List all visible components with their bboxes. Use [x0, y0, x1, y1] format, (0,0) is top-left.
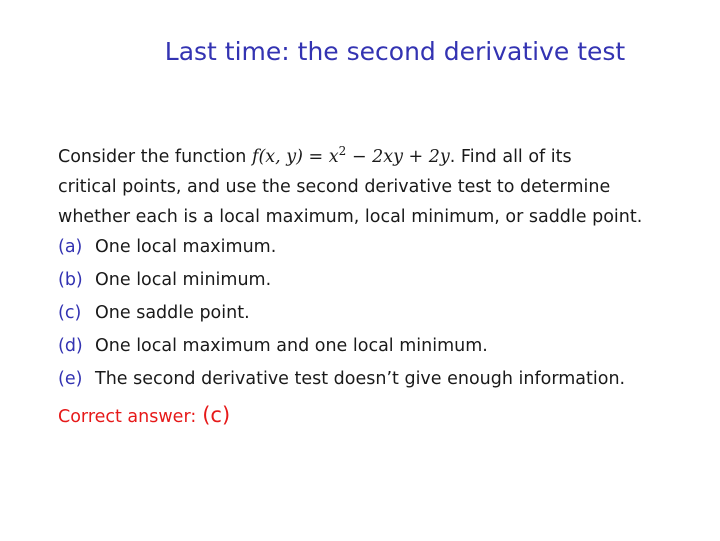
choice-label: (b) — [58, 270, 83, 290]
choice-text: One local minimum. — [95, 270, 272, 290]
choice-e — [58, 364, 708, 397]
correct-answer — [58, 400, 230, 432]
correct-answer-value: (c) — [202, 403, 231, 427]
choice-b — [58, 265, 708, 298]
problem-after-function: . Find all of its — [449, 147, 572, 167]
choice-label: (d) — [58, 336, 83, 356]
function-lhs: f(x, y) = — [251, 147, 329, 167]
problem-line-1 — [58, 142, 698, 172]
choice-a — [58, 232, 708, 265]
choice-d — [58, 331, 708, 364]
function-rest: − 2xy + 2y — [346, 147, 450, 167]
choice-c — [58, 298, 708, 331]
problem-line-3: whether each is a local maximum, local minimum, or saddle point. — [58, 207, 643, 227]
choice-label: (c) — [58, 303, 82, 323]
function-x: x — [328, 147, 339, 167]
choice-text: One local maximum. — [95, 237, 277, 257]
choice-text: The second derivative test doesn’t give enough information. — [95, 369, 626, 389]
choice-label: (a) — [58, 237, 83, 257]
correct-answer-label: Correct answer: — [58, 407, 197, 427]
problem-statement — [58, 142, 698, 232]
function-exponent: 2 — [338, 144, 347, 158]
function-formula — [251, 144, 450, 167]
problem-intro: Consider the function — [58, 147, 252, 167]
choice-label: (e) — [58, 369, 83, 389]
choice-text: One local maximum and one local minimum. — [95, 336, 488, 356]
problem-line-2: critical points, and use the second derivative test to determine — [58, 177, 611, 197]
slide-title: Last time: the second derivative test — [164, 37, 626, 66]
answer-choices — [58, 232, 708, 397]
choice-text: One saddle point. — [95, 303, 250, 323]
